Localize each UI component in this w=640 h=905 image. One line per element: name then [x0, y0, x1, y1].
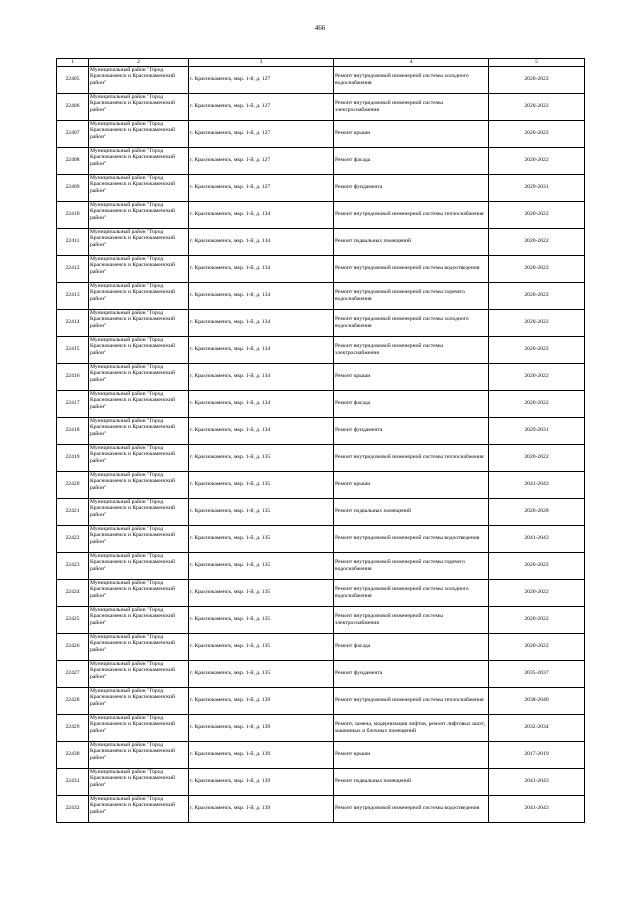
row-number-cell: 22431	[57, 768, 89, 795]
work-type-cell: Ремонт внутридомовой инженерной системы водоотведения	[334, 525, 489, 552]
period-cell: 2020-2022	[489, 201, 585, 228]
municipality-cell: Муниципальный район "Город Краснокаменск и Краснокаменский район"	[89, 552, 189, 579]
work-type-cell: Ремонт фундамента	[334, 417, 489, 444]
work-type-cell: Ремонт крыши	[334, 363, 489, 390]
period-cell: 2020-2022	[489, 606, 585, 633]
column-header: 4	[334, 59, 489, 67]
period-cell: 2020-2022	[489, 309, 585, 336]
row-number-cell: 22418	[57, 417, 89, 444]
table-row	[57, 66, 585, 93]
period-cell: 2020-2022	[489, 444, 585, 471]
municipality-cell: Муниципальный район "Город Краснокаменск и Краснокаменский район"	[89, 795, 189, 822]
municipality-cell: Муниципальный район "Город Краснокаменск и Краснокаменский район"	[89, 471, 189, 498]
table-row	[57, 282, 585, 309]
address-cell: г. Краснокаменск, мкр. 1-й, д. 135	[189, 606, 334, 633]
table-row	[57, 228, 585, 255]
row-number-cell: 22417	[57, 390, 89, 417]
work-type-cell: Ремонт фундамента	[334, 174, 489, 201]
table-row	[57, 633, 585, 660]
municipality-cell: Муниципальный район "Город Краснокаменск и Краснокаменский район"	[89, 336, 189, 363]
address-cell: г. Краснокаменск, мкр. 1-й, д. 134	[189, 201, 334, 228]
period-cell: 2020-2022	[489, 93, 585, 120]
row-number-cell: 22413	[57, 282, 89, 309]
row-number-cell: 22416	[57, 363, 89, 390]
row-number-cell: 22425	[57, 606, 89, 633]
address-cell: г. Краснокаменск, мкр. 1-й, д. 134	[189, 417, 334, 444]
municipality-cell: Муниципальный район "Город Краснокаменск и Краснокаменский район"	[89, 579, 189, 606]
municipality-cell: Муниципальный район "Город Краснокаменск и Краснокаменский район"	[89, 525, 189, 552]
municipality-cell: Муниципальный район "Город Краснокаменск и Краснокаменский район"	[89, 201, 189, 228]
work-type-cell: Ремонт крыши	[334, 471, 489, 498]
table-row	[57, 444, 585, 471]
address-cell: г. Краснокаменск, мкр. 1-й, д. 127	[189, 93, 334, 120]
column-header: 5	[489, 59, 585, 67]
table-row	[57, 417, 585, 444]
period-cell: 2020-2022	[489, 147, 585, 174]
period-cell: 2020-2022	[489, 363, 585, 390]
table-row	[57, 336, 585, 363]
period-cell: 2020-2022	[489, 390, 585, 417]
table-row	[57, 255, 585, 282]
municipality-cell: Муниципальный район "Город Краснокаменск и Краснокаменский район"	[89, 444, 189, 471]
municipality-cell: Муниципальный район "Город Краснокаменск и Краснокаменский район"	[89, 282, 189, 309]
column-header: 1	[57, 59, 89, 67]
row-number-cell: 22421	[57, 498, 89, 525]
period-cell: 2020-2022	[489, 633, 585, 660]
table-row	[57, 606, 585, 633]
period-cell: 2041-2043	[489, 768, 585, 795]
address-cell: г. Краснокаменск, мкр. 1-й, д. 134	[189, 282, 334, 309]
work-type-cell: Ремонт внутридомовой инженерной системы электроснабжения	[334, 336, 489, 363]
address-cell: г. Краснокаменск, мкр. 1-й, д. 139	[189, 714, 334, 741]
work-type-cell: Ремонт внутридомовой инженерной системы холодного водоснабжения	[334, 309, 489, 336]
row-number-cell: 22427	[57, 660, 89, 687]
work-type-cell: Ремонт подвальных помещений	[334, 498, 489, 525]
period-cell: 2020-2022	[489, 228, 585, 255]
table-row	[57, 579, 585, 606]
row-number-cell: 22412	[57, 255, 89, 282]
period-cell: 2035-2037	[489, 660, 585, 687]
period-cell: 2020-2022	[489, 579, 585, 606]
work-type-cell: Ремонт, замена, модернизация лифтов, ремонт лифтовых шахт, машинных и блочных помещений	[334, 714, 489, 741]
row-number-cell: 22410	[57, 201, 89, 228]
table-row	[57, 174, 585, 201]
column-header: 3	[189, 59, 334, 67]
work-type-cell: Ремонт фасада	[334, 390, 489, 417]
period-cell: 2020-2022	[489, 336, 585, 363]
address-cell: г. Краснокаменск, мкр. 1-й, д. 135	[189, 633, 334, 660]
row-number-cell: 22411	[57, 228, 89, 255]
work-type-cell: Ремонт внутридомовой инженерной системы водоотведения	[334, 255, 489, 282]
work-type-cell: Ремонт фасада	[334, 633, 489, 660]
row-number-cell: 22406	[57, 93, 89, 120]
period-cell: 2029-2031	[489, 174, 585, 201]
capital-repair-table	[56, 58, 585, 823]
address-cell: г. Краснокаменск, мкр. 1-й, д. 139	[189, 687, 334, 714]
row-number-cell: 22422	[57, 525, 89, 552]
table-row	[57, 660, 585, 687]
period-cell: 2020-2022	[489, 552, 585, 579]
column-header: 2	[89, 59, 189, 67]
table-row	[57, 309, 585, 336]
table-row	[57, 390, 585, 417]
row-number-cell: 22429	[57, 714, 89, 741]
table-row	[57, 471, 585, 498]
municipality-cell: Муниципальный район "Город Краснокаменск и Краснокаменский район"	[89, 606, 189, 633]
municipality-cell: Муниципальный район "Город Краснокаменск и Краснокаменский район"	[89, 498, 189, 525]
address-cell: г. Краснокаменск, мкр. 1-й, д. 127	[189, 174, 334, 201]
work-type-cell: Ремонт подвальных помещений	[334, 228, 489, 255]
table-row	[57, 552, 585, 579]
table-row	[57, 363, 585, 390]
address-cell: г. Краснокаменск, мкр. 1-й, д. 134	[189, 255, 334, 282]
work-type-cell: Ремонт внутридомовой инженерной системы электроснабжения	[334, 93, 489, 120]
address-cell: г. Краснокаменск, мкр. 1-й, д. 134	[189, 228, 334, 255]
address-cell: г. Краснокаменск, мкр. 1-й, д. 139	[189, 741, 334, 768]
municipality-cell: Муниципальный район "Город Краснокаменск и Краснокаменский район"	[89, 309, 189, 336]
work-type-cell: Ремонт внутридомовой инженерной системы горячего водоснабжения	[334, 552, 489, 579]
row-number-cell: 22407	[57, 120, 89, 147]
address-cell: г. Краснокаменск, мкр. 1-й, д. 135	[189, 579, 334, 606]
row-number-cell: 22420	[57, 471, 89, 498]
address-cell: г. Краснокаменск, мкр. 1-й, д. 127	[189, 120, 334, 147]
period-cell: 2026-2028	[489, 498, 585, 525]
municipality-cell: Муниципальный район "Город Краснокаменск и Краснокаменский район"	[89, 93, 189, 120]
work-type-cell: Ремонт внутридомовой инженерной системы водоотведения	[334, 795, 489, 822]
address-cell: г. Краснокаменск, мкр. 1-й, д. 135	[189, 660, 334, 687]
period-cell: 2017-2019	[489, 741, 585, 768]
row-number-cell: 22428	[57, 687, 89, 714]
row-number-cell: 22423	[57, 552, 89, 579]
municipality-cell: Муниципальный район "Город Краснокаменск и Краснокаменский район"	[89, 768, 189, 795]
municipality-cell: Муниципальный район "Город Краснокаменск и Краснокаменский район"	[89, 741, 189, 768]
row-number-cell: 22408	[57, 147, 89, 174]
table-row	[57, 768, 585, 795]
address-cell: г. Краснокаменск, мкр. 1-й, д. 135	[189, 552, 334, 579]
address-cell: г. Краснокаменск, мкр. 1-й, д. 134	[189, 336, 334, 363]
table-row	[57, 687, 585, 714]
address-cell: г. Краснокаменск, мкр. 1-й, д. 134	[189, 309, 334, 336]
period-cell: 2020-2022	[489, 66, 585, 93]
table-row	[57, 201, 585, 228]
period-cell: 2020-2022	[489, 282, 585, 309]
page-number: 466	[314, 24, 326, 32]
row-number-cell: 22419	[57, 444, 89, 471]
table-row	[57, 147, 585, 174]
row-number-cell: 22415	[57, 336, 89, 363]
row-number-cell: 22405	[57, 66, 89, 93]
address-cell: г. Краснокаменск, мкр. 1-й, д. 127	[189, 66, 334, 93]
address-cell: г. Краснокаменск, мкр. 1-й, д. 139	[189, 795, 334, 822]
municipality-cell: Муниципальный район "Город Краснокаменск и Краснокаменский район"	[89, 633, 189, 660]
address-cell: г. Краснокаменск, мкр. 1-й, д. 135	[189, 525, 334, 552]
table-header-row	[57, 59, 585, 67]
table-row	[57, 741, 585, 768]
work-type-cell: Ремонт внутридомовой инженерной системы электроснабжения	[334, 606, 489, 633]
work-type-cell: Ремонт фасада	[334, 147, 489, 174]
municipality-cell: Муниципальный район "Город Краснокаменск и Краснокаменский район"	[89, 417, 189, 444]
municipality-cell: Муниципальный район "Город Краснокаменск и Краснокаменский район"	[89, 66, 189, 93]
row-number-cell: 22424	[57, 579, 89, 606]
period-cell: 2038-2040	[489, 687, 585, 714]
municipality-cell: Муниципальный район "Город Краснокаменск и Краснокаменский район"	[89, 390, 189, 417]
work-type-cell: Ремонт внутридомовой инженерной системы теплоснабжения	[334, 687, 489, 714]
period-cell: 2020-2022	[489, 120, 585, 147]
address-cell: г. Краснокаменск, мкр. 1-й, д. 135	[189, 471, 334, 498]
row-number-cell: 22409	[57, 174, 89, 201]
row-number-cell: 22432	[57, 795, 89, 822]
municipality-cell: Муниципальный район "Город Краснокаменск и Краснокаменский район"	[89, 687, 189, 714]
work-type-cell: Ремонт крыши	[334, 120, 489, 147]
period-cell: 2032-2034	[489, 714, 585, 741]
municipality-cell: Муниципальный район "Город Краснокаменск и Краснокаменский район"	[89, 363, 189, 390]
period-cell: 2029-2031	[489, 417, 585, 444]
address-cell: г. Краснокаменск, мкр. 1-й, д. 127	[189, 147, 334, 174]
table-row	[57, 498, 585, 525]
municipality-cell: Муниципальный район "Город Краснокаменск и Краснокаменский район"	[89, 120, 189, 147]
period-cell: 2041-2043	[489, 471, 585, 498]
period-cell: 2020-2022	[489, 255, 585, 282]
work-type-cell: Ремонт подвальных помещений	[334, 768, 489, 795]
address-cell: г. Краснокаменск, мкр. 1-й, д. 139	[189, 768, 334, 795]
work-type-cell: Ремонт фундамента	[334, 660, 489, 687]
work-type-cell: Ремонт внутридомовой инженерной системы теплоснабжения	[334, 444, 489, 471]
address-cell: г. Краснокаменск, мкр. 1-й, д. 135	[189, 444, 334, 471]
row-number-cell: 22430	[57, 741, 89, 768]
municipality-cell: Муниципальный район "Город Краснокаменск и Краснокаменский район"	[89, 714, 189, 741]
municipality-cell: Муниципальный район "Город Краснокаменск и Краснокаменский район"	[89, 147, 189, 174]
municipality-cell: Муниципальный район "Город Краснокаменск и Краснокаменский район"	[89, 660, 189, 687]
work-type-cell: Ремонт крыши	[334, 741, 489, 768]
address-cell: г. Краснокаменск, мкр. 1-й, д. 134	[189, 390, 334, 417]
address-cell: г. Краснокаменск, мкр. 1-й, д. 134	[189, 363, 334, 390]
row-number-cell: 22426	[57, 633, 89, 660]
row-number-cell: 22414	[57, 309, 89, 336]
table-row	[57, 93, 585, 120]
table-row	[57, 714, 585, 741]
period-cell: 2041-2043	[489, 795, 585, 822]
municipality-cell: Муниципальный район "Город Краснокаменск и Краснокаменский район"	[89, 255, 189, 282]
work-type-cell: Ремонт внутридомовой инженерной системы холодного водоснабжения	[334, 66, 489, 93]
table-row	[57, 795, 585, 822]
work-type-cell: Ремонт внутридомовой инженерной системы теплоснабжения	[334, 201, 489, 228]
municipality-cell: Муниципальный район "Город Краснокаменск и Краснокаменский район"	[89, 174, 189, 201]
table-row	[57, 525, 585, 552]
work-type-cell: Ремонт внутридомовой инженерной системы холодного водоснабжения	[334, 579, 489, 606]
work-type-cell: Ремонт внутридомовой инженерной системы горячего водоснабжения	[334, 282, 489, 309]
address-cell: г. Краснокаменск, мкр. 1-й, д. 135	[189, 498, 334, 525]
period-cell: 2041-2043	[489, 525, 585, 552]
municipality-cell: Муниципальный район "Город Краснокаменск и Краснокаменский район"	[89, 228, 189, 255]
table-row	[57, 120, 585, 147]
